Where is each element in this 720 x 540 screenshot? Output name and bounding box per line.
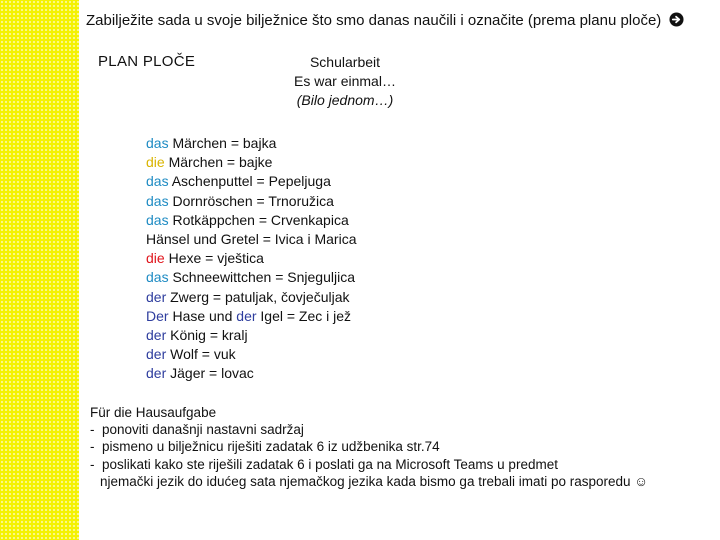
- vocab-line: [146, 172, 356, 191]
- vocab-text: Hexe = vještica: [164, 250, 264, 267]
- homework-item-text: poslikati kako ste riješili zadatak 6 i poslati ga na Microsoft Teams u predmet: [102, 456, 558, 472]
- vocab-line: [146, 230, 356, 249]
- vocab-text: König = kralj: [166, 327, 248, 344]
- task-line-1: Schularbeit: [309, 54, 381, 70]
- vocab-text: Wolf = vuk: [166, 346, 236, 363]
- right-arrow-circle-icon: [669, 12, 684, 29]
- instruction-label: Zabilježite sada u svoje bilježnice što smo danas naučili i označite (prema planu ploče): [86, 12, 662, 29]
- vocab-line: [146, 364, 356, 383]
- vocab-article: das: [146, 173, 169, 190]
- vocab-text: Märchen = bajka: [168, 135, 277, 151]
- vocab-article: Der: [146, 307, 169, 324]
- task-block: [280, 53, 410, 110]
- homework-item: - pismeno u bilježnicu riješiti zadatak 6 iz udžbenika str.74: [90, 439, 440, 455]
- vocab-line: [146, 326, 356, 345]
- vocab-line: [146, 249, 356, 268]
- vocab-article: der: [146, 327, 167, 344]
- plan-title: PLAN PLOČE: [98, 53, 196, 70]
- vocab-article: das: [146, 135, 169, 151]
- vocabulary-list: [146, 134, 356, 384]
- yellow-side-stripe: [0, 0, 79, 540]
- vocab-line: [146, 268, 356, 287]
- smiley-icon: ☺: [634, 473, 649, 489]
- vocab-text: Zwerg = patuljak, čovječuljak: [166, 288, 350, 305]
- vocab-article: der: [236, 307, 257, 324]
- vocab-text: Dornröschen = Trnoružica: [168, 192, 334, 209]
- vocab-line: [146, 211, 356, 230]
- vocab-line: [146, 307, 356, 326]
- homework-item-text: pismeno u bilježnicu riješiti zadatak 6 iz udžbenika str.74: [102, 439, 440, 455]
- vocab-line: [146, 288, 356, 307]
- vocab-article: der: [146, 346, 167, 363]
- task-line-3: (Bilo jednom…): [296, 92, 394, 108]
- vocab-text: Aschenputtel = Pepeljuga: [168, 173, 331, 190]
- vocab-text: Jäger = lovac: [166, 365, 254, 382]
- vocab-text: Märchen = bajke: [164, 154, 273, 171]
- homework-section: [90, 404, 648, 490]
- vocab-article: die: [146, 154, 165, 171]
- homework-continuation: [90, 473, 648, 490]
- task-line-2: Es war einmal…: [294, 73, 396, 89]
- vocab-article: der: [146, 365, 167, 382]
- vocab-text: Rotkäppchen = Crvenkapica: [168, 211, 349, 228]
- vocab-article: das: [146, 211, 169, 228]
- homework-item-text: ponoviti današnji nastavni sadržaj: [102, 422, 304, 438]
- vocab-article: das: [146, 192, 169, 209]
- homework-item: - poslikati kako ste riješili zadatak 6 i poslati ga na Microsoft Teams u predmet: [90, 456, 558, 472]
- vocab-article: der: [146, 288, 167, 305]
- vocab-line: [146, 153, 356, 172]
- homework-title: Für die Hausaufgabe: [90, 405, 217, 420]
- vocab-text: Hänsel und Gretel = Ivica i Marica: [146, 231, 357, 248]
- vocab-line: [146, 345, 356, 364]
- instruction-text: [86, 12, 684, 29]
- vocab-text: Hase und: [168, 307, 237, 324]
- vocab-text: Igel = Zec i jež: [256, 307, 352, 324]
- vocab-line: [146, 192, 356, 211]
- homework-continuation-text: njemački jezik do idućeg sata njemačkog jezika kada bismo ga trebali imati po rasporedu: [100, 473, 631, 489]
- vocab-text: Schneewittchen = Snjeguljica: [168, 269, 355, 286]
- vocab-line: [146, 134, 356, 153]
- homework-item: - ponoviti današnji nastavni sadržaj: [90, 422, 304, 438]
- vocab-article: die: [146, 250, 165, 267]
- vocab-article: das: [146, 269, 169, 286]
